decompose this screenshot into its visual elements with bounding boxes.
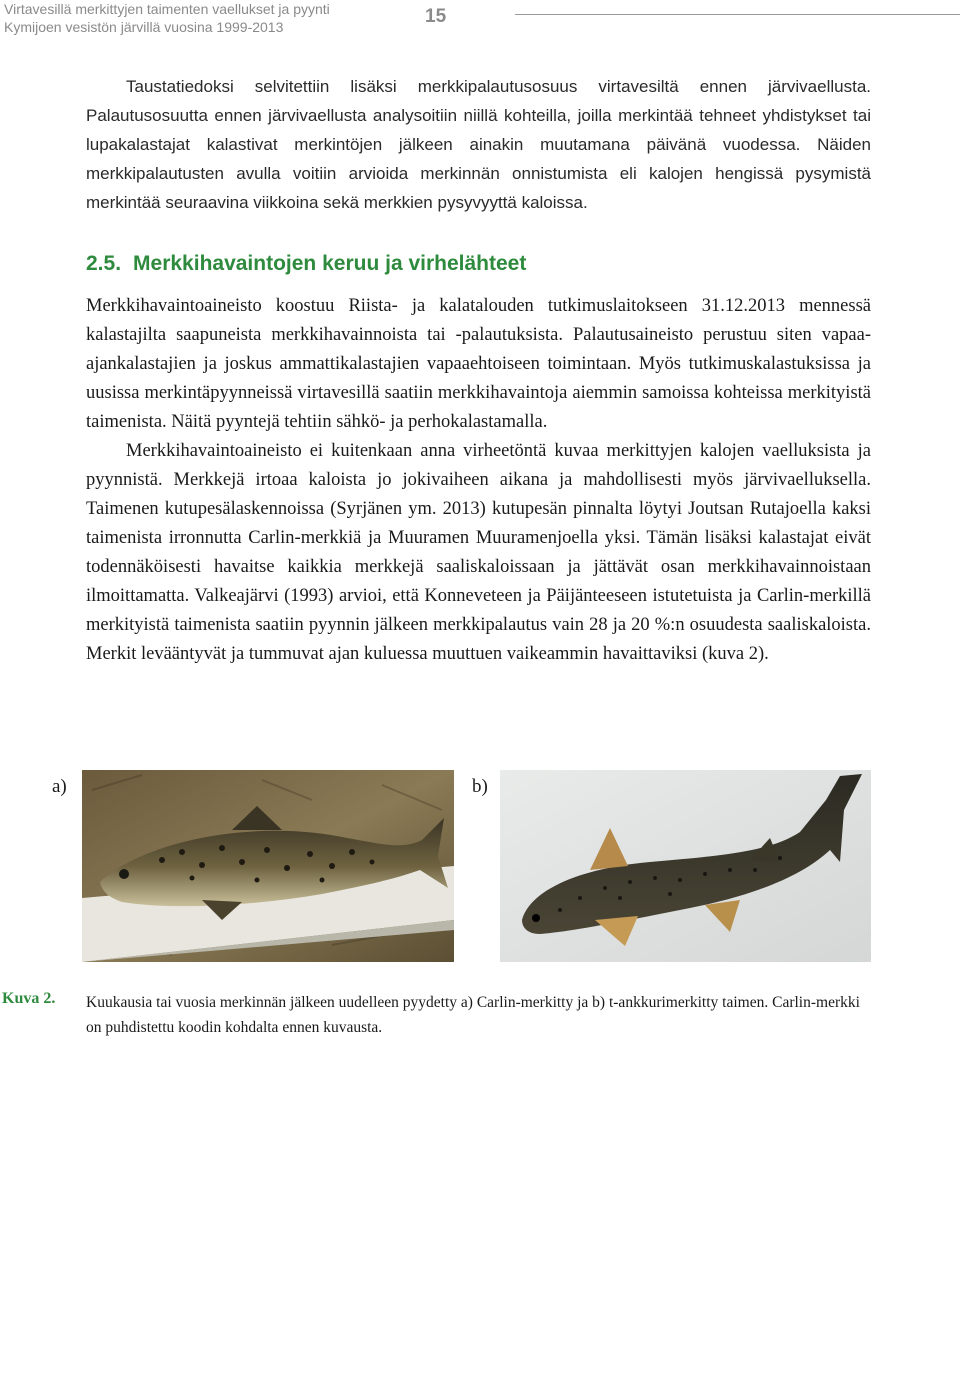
running-header-line2: Kymijoen vesistön järvillä vuosina 1999-2013 xyxy=(4,19,284,35)
section-body xyxy=(86,292,871,669)
running-header xyxy=(4,0,330,36)
figure-label-a: a) xyxy=(52,776,67,797)
trout-photo-a xyxy=(82,770,454,962)
intro-paragraph: Taustatiedoksi selvitettiin lisäksi merkkipalautusosuus virtavesiltä ennen järvivaellusta. Palautusosuutta ennen järvivaellusta analysoitiin niillä kohteilla, joilla merkintää tehneet yhdistykset tai lupakalastajat kalastivat merkintöjen jälkeen ainakin muutamana päivänä vuodessa. Näiden merkkipalautusten avulla voitiin arvioida merkinnän onnistumista eli kalojen hengissä pysymistä merkintää seuraavina viikkoina sekä merkkien pysyvyyttä kaloissa. xyxy=(86,77,871,212)
header-rule xyxy=(515,14,960,15)
running-header-line1: Virtavesillä merkittyjen taimenten vaellukset ja pyynti xyxy=(4,1,330,17)
figure-label-b: b) xyxy=(472,776,488,797)
section-title: Merkkihavaintojen keruu ja virhelähteet xyxy=(133,252,527,275)
body-paragraph: Merkkihavaintoaineisto ei kuitenkaan anna virheetöntä kuvaa merkittyjen kalojen vaelluksista ja pyynnistä. Merkkejä irtoaa kaloista jo jokivaiheen aikana ja mahdollisesti myös järvivaelluksella. Taimenen kutupesälaskennoissa (Syrjänen ym. 2013) kutupesän pinnalta löytyi Joutsan Rutajoella kaksi taimenista irronnutta Carlin-merkkiä ja Muuramen Muuramenjoella yksi. Tämän lisäksi kalastajat eivät todennäköisesti havaitse kaikkia merkkejä saaliskaloissaan ja jättävät osan merkkihavainnoistaan ilmoittamatta. Valkeajärvi (1993) arvioi, että Konneveteen ja Päijänteeseen istutetuista ja Carlin-merkillä merkityistä taimenista saatiin pyynnin jälkeen merkkipalautus vain 28 ja 20 %:n osuudesta saaliskaloista. Merkit levääntyvät ja tummuvat ajan kuluessa muuttuen vaikeammin havaittaviksi (kuva 2). xyxy=(86,441,871,664)
figure-caption-label: Kuva 2. xyxy=(2,990,56,1007)
figure-caption: Kuukausia tai vuosia merkinnän jälkeen uudelleen pyydetty a) Carlin-merkitty ja b) t-ankkurimerkitty taimen. Carlin-merkki on puhdistettu koodin kohdalta ennen kuvausta. xyxy=(86,994,860,1036)
body-paragraph: Merkkihavaintoaineisto koostuu Riista- ja kalatalouden tutkimuslaitokseen 31.12.2013 mennessä kalastajilta saapuneista merkkihavainnoista tai -palautuksista. Palautusaineisto perustuu siten vapaa-ajankalastajien ja joskus ammattikalastajien vapaaehtoiseen toimintaan. Myös tutkimuskalastuksissa ja uusissa merkintäpyynneissä virtavesillä saatiin merkkihavaintoja aiemmin samoissa kohteissa merkityistä taimenista. Näitä pyyntejä tehtiin sähkö- ja perhokalastamalla. xyxy=(86,296,871,432)
intro-paragraph-block xyxy=(86,72,871,217)
page-number: 15 xyxy=(425,6,447,27)
trout-photo-b xyxy=(500,770,871,962)
section-heading xyxy=(86,252,526,276)
section-number: 2.5. xyxy=(86,252,122,275)
